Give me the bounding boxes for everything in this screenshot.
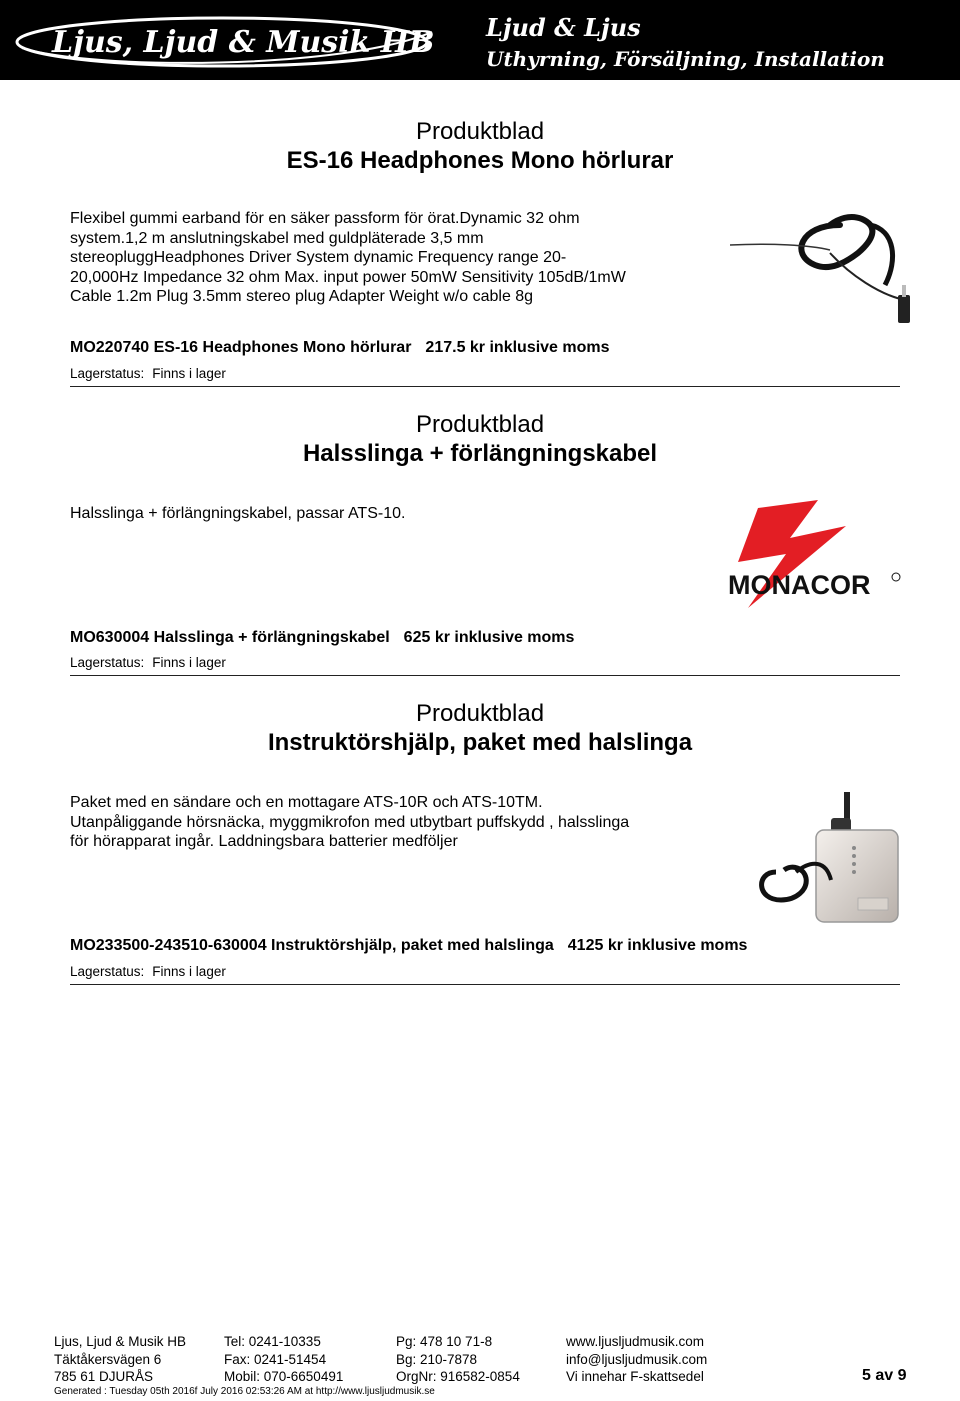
product-2-main-title: Halsslinga + förlängningskabel: [302, 440, 658, 467]
brand-text: MONACOR: [728, 570, 871, 600]
product-2-price: 625 kr inklusive moms: [403, 629, 575, 646]
product-2-order-line: [70, 629, 574, 647]
product-2-order-code: MO630004 Halsslinga + förlängningskabel: [70, 629, 390, 646]
headphone-image: [730, 205, 930, 335]
tagline-logo: [476, 8, 936, 74]
logo-right-line1: Ljud & Ljus: [486, 13, 641, 42]
footer-orgnr: OrgNr: 916582-0854: [396, 1369, 520, 1384]
divider: [70, 675, 900, 676]
product-3-price: 4125 kr inklusive moms: [567, 937, 748, 954]
footer-mobile: Mobil: 070-6650491: [224, 1369, 344, 1384]
logo-left-text: Ljus, Ljud & Musik HB: [52, 25, 435, 60]
divider: [70, 984, 900, 985]
footer-pg: Pg: 478 10 71-8: [396, 1334, 493, 1349]
divider: [70, 386, 900, 387]
page-footer: [54, 1333, 924, 1386]
product-2-stock-value: Finns i lager: [152, 655, 226, 670]
product-1-main-title: ES-16 Headphones Mono hörlurar: [286, 147, 674, 174]
product-2-title-block: [0, 411, 960, 469]
product-1-description: Flexibel gummi earband för en säker passform för örat.Dynamic 32 ohm system.1,2 m anslutningskabel med guldpläterade 3,5 mm stereopluggHeadphones Driver System dynamic Frequency range 20-20,000Hz Impedance 32 ohm Max. input power 50mW Sensitivity 105dB/1mW Cable 1.2m Plug 3.5mm stereo plug Adapter Weight w/o cable 8g: [70, 210, 626, 305]
footer-row: [54, 1368, 924, 1386]
footer-phone: Tel: 0241-10335: [224, 1334, 321, 1349]
product-1-stock-label: Lagerstatus:: [70, 366, 145, 381]
logo-right-line2: Uthyrning, Försäljning, Installation: [486, 47, 885, 71]
footer-bg: Bg: 210-7878: [396, 1351, 478, 1367]
product-3-stock-value: Finns i lager: [152, 964, 226, 979]
footer-tax-note: Vi innehar F-skattsedel: [566, 1369, 704, 1384]
product-1-stock: [70, 366, 226, 381]
product-1-sup-title: Produktblad: [415, 118, 545, 145]
product-2-sup-title: Produktblad: [415, 411, 545, 438]
product-3-main-title: Instruktörshjälp, paket med halslinga: [267, 729, 693, 756]
product-3-stock: [70, 964, 226, 979]
footer-email: info@ljusljudmusik.com: [566, 1351, 708, 1367]
page-header: [0, 0, 960, 80]
company-logo: [12, 12, 442, 70]
footer-city: 785 61 DJURÅS: [54, 1369, 154, 1384]
generated-note: Generated : Tuesday 05th 2016f July 2016 02:53:26 AM at http://www.ljusljudmusik.se: [54, 1386, 435, 1397]
product-3-order-code: MO233500-243510-630004 Instruktörshjälp, paket med halslinga: [70, 937, 554, 954]
page-number: 5 av 9: [862, 1367, 907, 1384]
product-1-title-block: [0, 118, 960, 176]
footer-street: Täktåkersvägen 6: [54, 1351, 162, 1367]
footer-website: www.ljusljudmusik.com: [566, 1334, 705, 1349]
product-2-stock-label: Lagerstatus:: [70, 655, 145, 670]
product-3-description: Paket med en sändare och en mottagare ATS-10R och ATS-10TM. Utanpåliggande hörsnäcka, myggmikrofon med utbytbart puffskydd , halsslinga för hörapparat ingår. Laddningsbara batterier medföljer: [70, 794, 630, 850]
product-3-sup-title: Produktblad: [415, 700, 545, 727]
footer-fax: Fax: 0241-51454: [224, 1351, 327, 1367]
product-1-order-code: MO220740 ES-16 Headphones Mono hörlurar: [70, 339, 412, 356]
product-1-order-line: [70, 339, 610, 357]
product-1-stock-value: Finns i lager: [152, 366, 226, 381]
product-1-price: 217.5 kr inklusive moms: [425, 339, 610, 356]
product-3-title-block: [0, 700, 960, 758]
monacor-logo: [728, 500, 906, 608]
transmitter-kit-image: [736, 790, 916, 930]
footer-company: Ljus, Ljud & Musik HB: [54, 1334, 187, 1349]
product-2-description: Halsslinga + förlängningskabel, passar ATS-10.: [70, 505, 406, 522]
product-3-stock-label: Lagerstatus:: [70, 964, 145, 979]
footer-row: [54, 1333, 924, 1351]
product-3-order-line: [70, 937, 747, 955]
footer-row: [54, 1351, 924, 1369]
product-2-stock: [70, 655, 226, 670]
